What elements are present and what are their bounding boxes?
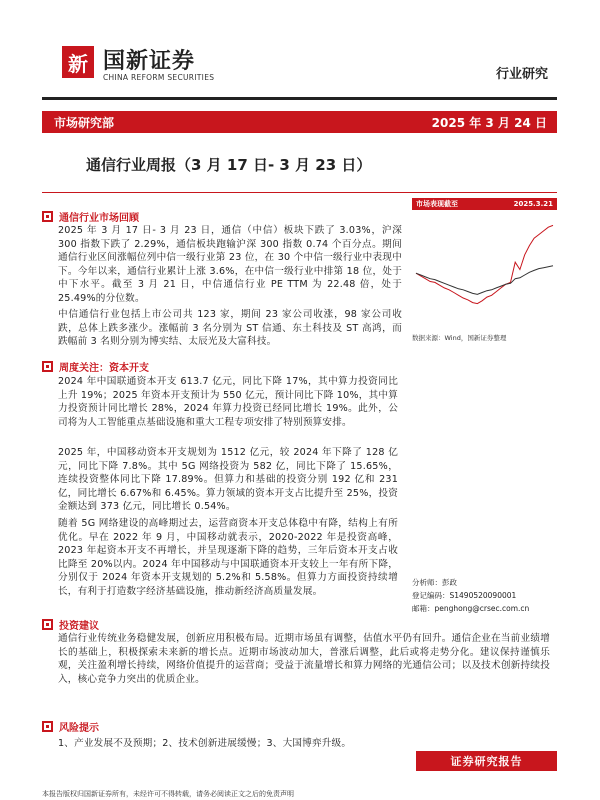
chart-header-date: 2025.3.21 xyxy=(513,200,553,208)
brand-name-en: CHINA REFORM SECURITIES xyxy=(103,73,215,82)
section-risk xyxy=(42,719,99,734)
focus-paragraph-2: 2025 年，中国移动资本开支规划为 1512 亿元，较 2024 年下降了 128 亿元，同比下降 7.8%。其中 5G 网络投资为 582 亿，同比下降了 15.65%，连续投资整体同比下降 17.89%。但算力和基础的投资分别 192 亿和 231 亿，同比增长 6.67%和 6.45%。算力领域的资本开支占比提升至 25%，投资金额达到 373 亿元，同比增长 0.54%。 xyxy=(58,447,398,513)
report-type: 行业研究 xyxy=(496,67,549,82)
footer-badge: 证券研究报告 xyxy=(416,751,557,771)
focus-paragraph-3: 随着 5G 网络建设的高峰期过去，运营商资本开支总体稳中有降，结构上有所优化。早在 2022 年 9 月，中国移动就表示，2020-2022 年是投资高峰，2023 年起资本开支不再增长，并呈现逐渐下降的趋势，三年后资本开支占收比降至 20%以内。2024 年中国移动与中国联通资本开支较上一年有所下降，分别仅于 2024 年资本开支规划的 5.2%和 5.58%。但算力方面投资持续增长，有利于打造数字经济基础设施，推动新经济高质量发展。 xyxy=(58,518,398,597)
analyst-name: 分析师：彭政 xyxy=(412,578,457,587)
section-title: 风险提示 xyxy=(59,723,99,734)
advice-paragraph: 通信行业传统业务稳健发展，创新应用积极布局。近期市场虽有调整，估值水平仍有回升。通信企业在当前业绩增长的基础上，积极探索未来新的增长点。近期市场波动加大，普涨后调整，此后或将走势分化。建议保持谨慎乐观，关注盈利增长持续，网络价值提升的运营商；受益于流量增长和算力网络的光通信公司；以及技术创新持续投入，核心竞争力突出的优质企业。 xyxy=(58,633,550,685)
chart-source: 数据来源：Wind，国新证券整理 xyxy=(412,334,507,342)
section-bullet-icon xyxy=(42,361,53,372)
market-performance-chart xyxy=(412,212,557,316)
chart-svg xyxy=(412,212,557,316)
review-paragraph-1: 2025 年 3 月 17 日- 3 月 23 日，通信（中信）板块下跌了 3.03%，沪深 300 指数下跌了 2.29%，通信板块跑输沪深 300 指数 0.74 个百分点。期间通信行业区间涨幅位列中信一级行业第 23 位，在 30 个中信一级行业中表现中下。今年以来，通信行业累计上涨 3.6%，在中信一级行业中排第 18 位，处于中下水平。截至 3 月 21 日，中信通信行业 PE TTM 为 22.48 倍，处于 25.49%的分位数。 xyxy=(58,225,402,304)
section-title: 投资建议 xyxy=(59,621,99,632)
risk-paragraph: 1、产业发展不及预期；2、技术创新进展缓慢；3、大国博弈升级。 xyxy=(58,738,352,749)
section-bullet-icon xyxy=(42,619,53,630)
section-market-review xyxy=(42,209,139,224)
section-investment-advice xyxy=(42,617,99,632)
footer-disclaimer: 本报告版权归国新证券所有，未经许可不得转载，请务必阅读正文之后的免责声明 xyxy=(42,790,294,798)
brand-name: 国新证券 xyxy=(103,49,196,74)
section-title: 通信行业市场回顾 xyxy=(59,213,139,224)
department-label: 市场研究部 xyxy=(54,115,115,130)
chart-header xyxy=(412,198,557,210)
chart-series-line-2 xyxy=(416,266,553,295)
title-divider xyxy=(42,192,557,193)
chart-header-label: 市场表现截至 xyxy=(416,200,458,208)
section-bullet-icon xyxy=(42,211,53,222)
department-banner xyxy=(42,111,557,133)
report-title: 通信行业周报（3 月 17 日- 3 月 23 日） xyxy=(86,156,372,174)
focus-paragraph-1: 2024 年中国联通资本开支 613.7 亿元，同比下降 17%，其中算力投资同比上升 19%；2025 年资本开支预计为 550 亿元，预计同比下降 10%，其中算力投资预计同比增长 28%，2024 年算力投资已经同比增长 19%。此外，公司将为人工智能重点基础设施和重大工程专项安排了特别预算安排。 xyxy=(58,376,398,428)
section-bullet-icon xyxy=(42,721,53,732)
report-date: 2025 年 3 月 24 日 xyxy=(431,115,547,130)
review-paragraph-2: 中信通信行业包括上市公司共 123 家，期间 23 家公司收涨，98 家公司收跌，总体上跌多涨少。涨幅前 3 名分别为 ST 信通、东土科技及 ST 高鸿，而跌幅前 3 名则分别为博实结、太辰光及大富科技。 xyxy=(58,309,402,348)
analyst-info xyxy=(412,576,557,615)
section-title: 周度关注：资本开支 xyxy=(59,363,149,374)
analyst-license: 登记编码：S1490520090001 xyxy=(412,591,517,600)
analyst-email: 邮箱：penghong@crsec.com.cn xyxy=(412,604,530,613)
brand-logo-icon: 新 xyxy=(62,46,94,78)
section-weekly-focus xyxy=(42,359,149,374)
header-divider xyxy=(42,97,557,100)
